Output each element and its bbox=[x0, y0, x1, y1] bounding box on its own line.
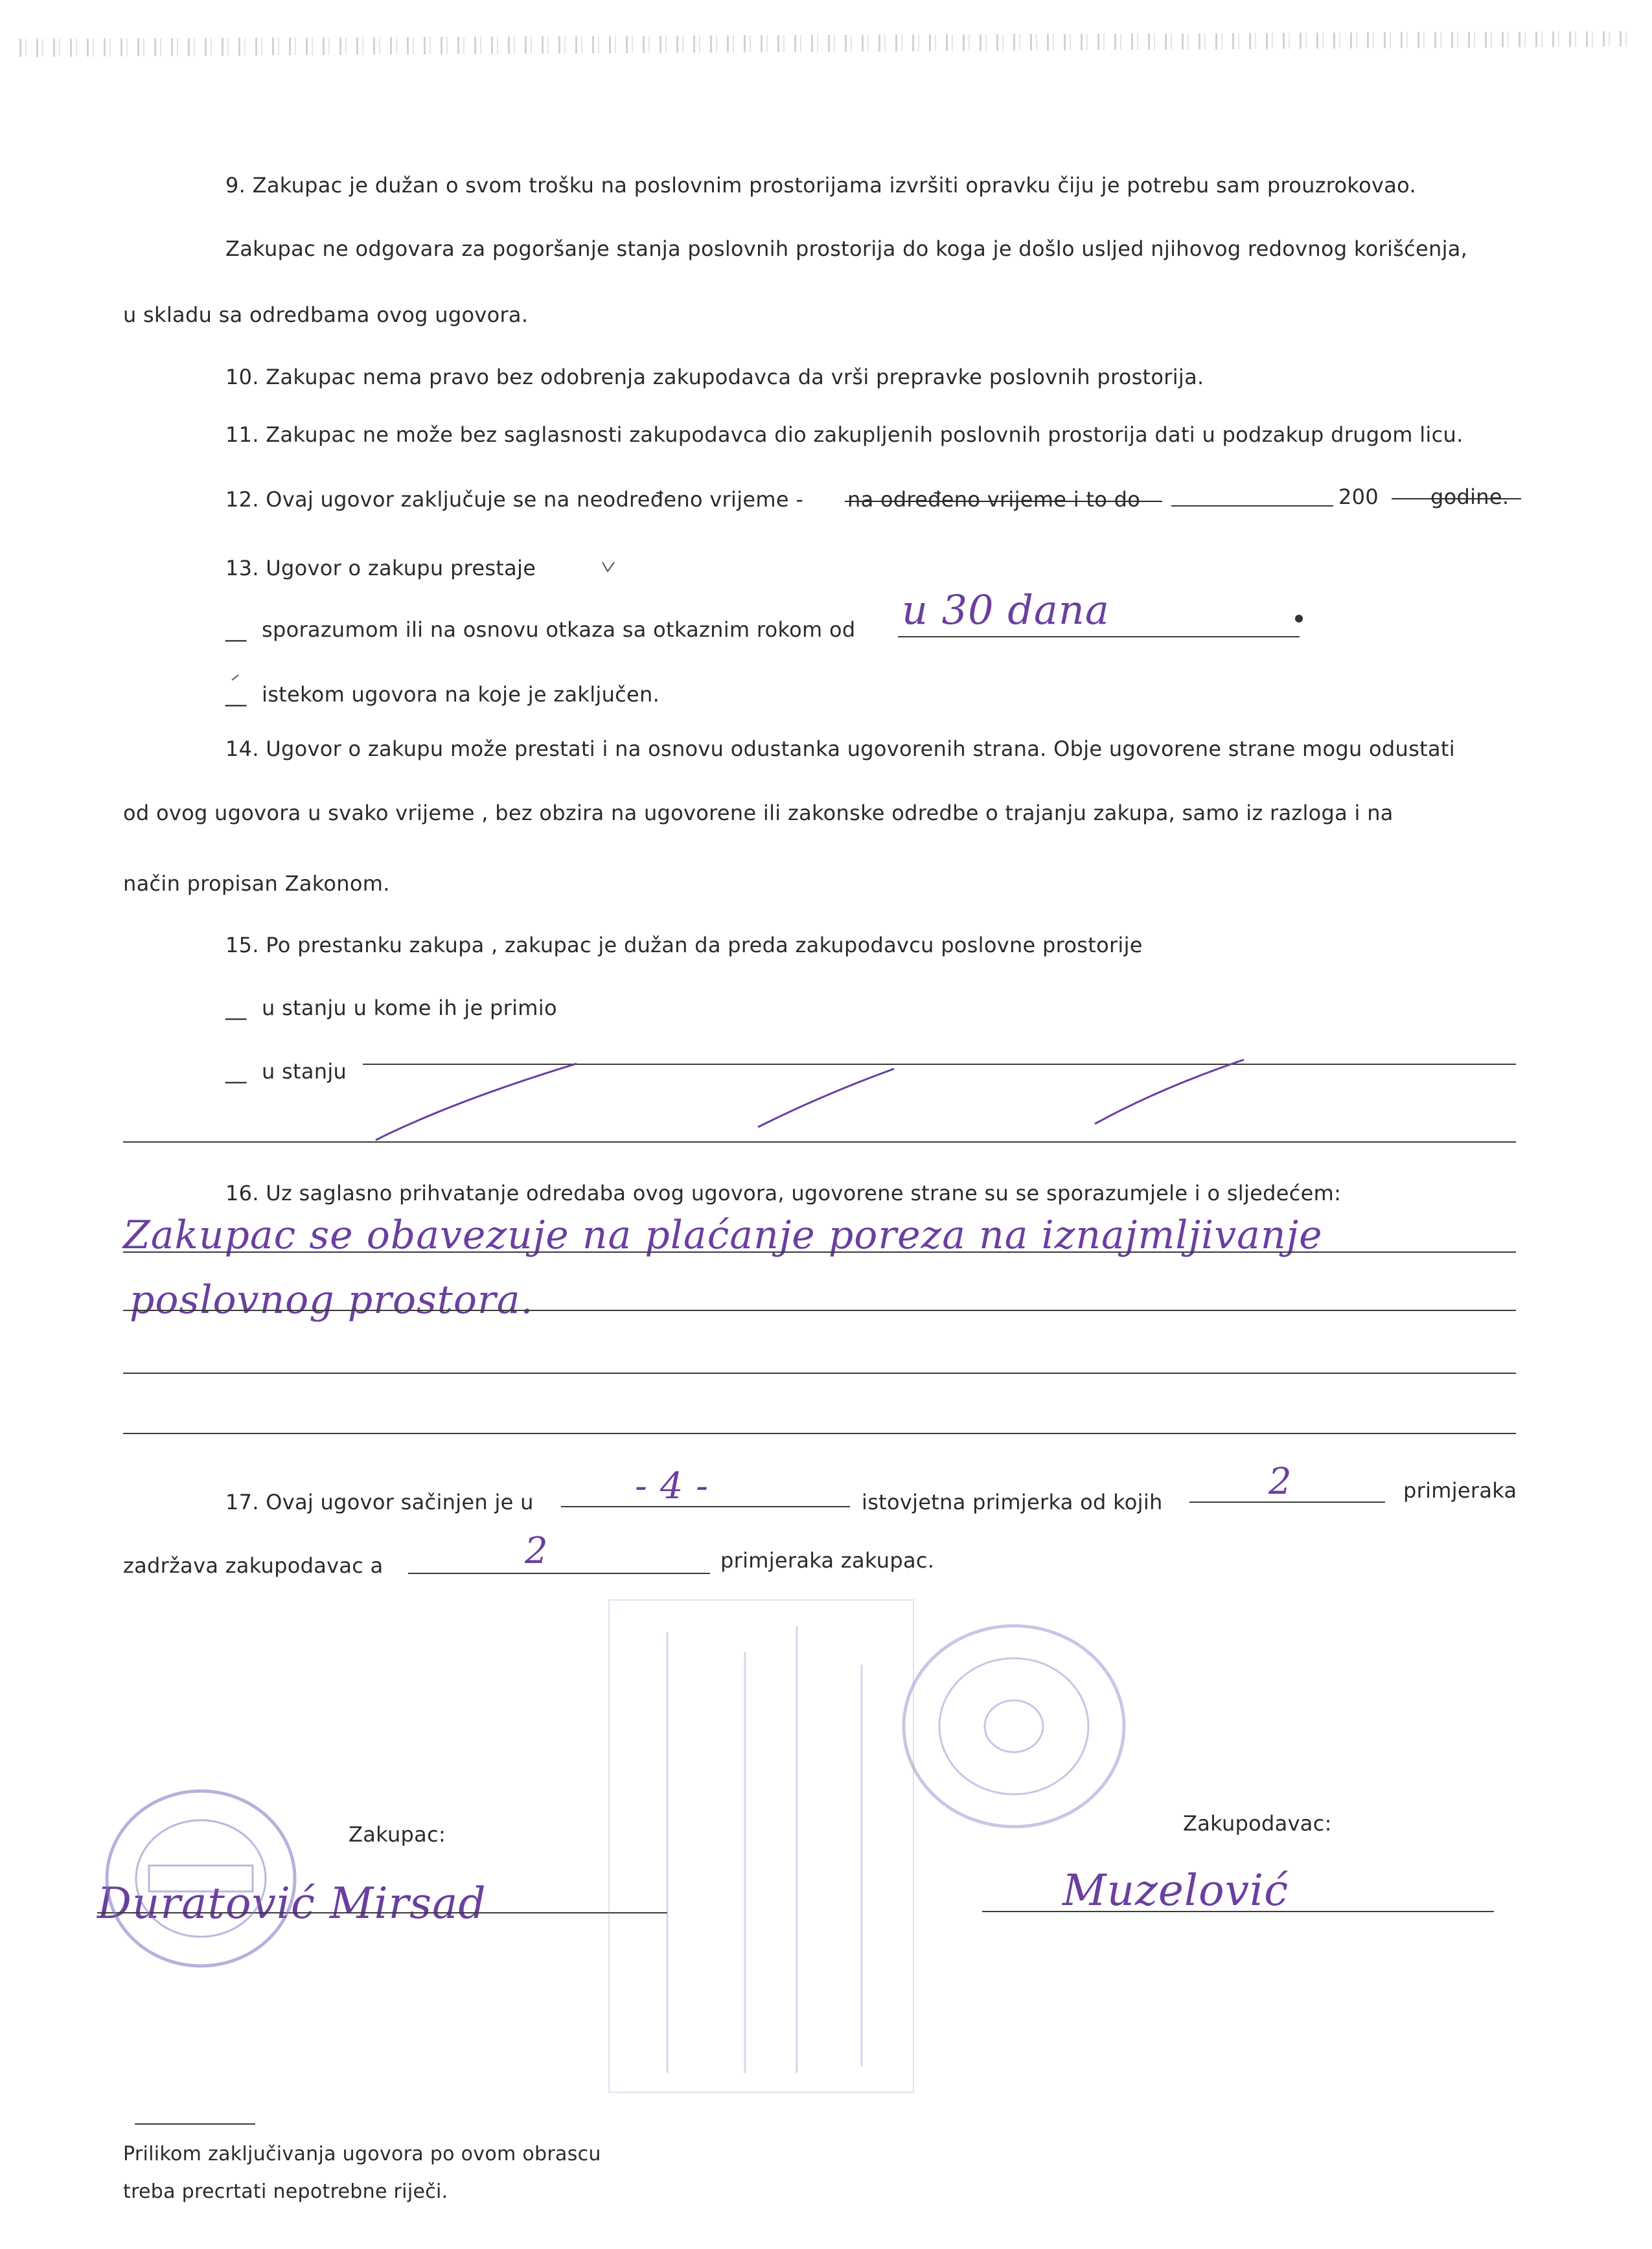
clause-13-option-2-mark: __ bbox=[225, 682, 247, 707]
ink-dot bbox=[1295, 615, 1303, 622]
tenant-signature: Duratović Mirsad bbox=[97, 1878, 487, 1928]
clause-10: 10. Zakupac nema pravo bez odobrenja zakupodavca da vrši prepravke poslovnih prostorija. bbox=[225, 365, 1204, 389]
cancel-stroke-3 bbox=[1095, 1060, 1244, 1124]
tick-mark bbox=[232, 675, 238, 680]
clause-11: 11. Zakupac ne može bez saglasnosti zakupodavca dio zakupljenih poslovnih prostorija dati u podzakup drugom licu. bbox=[225, 422, 1463, 447]
clause-14-line-1: 14. Ugovor o zakupu može prestati i na osnovu odustanka ugovorenih strana. Obje ugovorene strane mogu odustati bbox=[225, 736, 1455, 761]
clause-17-part-a: 17. Ovaj ugovor sačinjen je u bbox=[225, 1490, 534, 1514]
cancel-stroke-1 bbox=[376, 1064, 577, 1140]
clause-12-godine: godine. bbox=[1430, 485, 1509, 509]
footnote-line-1: Prilikom zaključivanja ugovora po ovom obrascu bbox=[123, 2143, 601, 2165]
check-mark bbox=[602, 562, 614, 571]
tenant-label: Zakupac: bbox=[349, 1822, 446, 1847]
clause-12-struck-text: na određeno vrijeme i to do bbox=[847, 487, 1141, 512]
clause-17-part-c: primjeraka bbox=[1403, 1478, 1517, 1503]
handwritten-copies-total: - 4 - bbox=[635, 1465, 709, 1507]
clause-14-line-3: način propisan Zakonom. bbox=[123, 871, 390, 896]
clause-17-part-d: zadržava zakupodavac a bbox=[123, 1553, 384, 1578]
clause-13-option-2: istekom ugovora na koje je zaključen. bbox=[262, 682, 660, 707]
clause-12-prefix: 12. Ovaj ugovor zaključuje se na neodređeno vrijeme - bbox=[225, 487, 804, 512]
handwritten-agreement-line-1: Zakupac se obavezuje na plaćanje poreza na iznajmljivanje bbox=[123, 1213, 1323, 1258]
handwritten-copies-tenant: 2 bbox=[525, 1530, 549, 1572]
clause-13-title: 13. Ugovor o zakupu prestaje bbox=[225, 556, 536, 580]
landlord-label: Zakupodavac: bbox=[1183, 1811, 1332, 1836]
handwritten-agreement-line-2: poslovnog prostora. bbox=[130, 1277, 534, 1323]
handwritten-copies-landlord: 2 bbox=[1268, 1461, 1292, 1503]
clause-16-title: 16. Uz saglasno prihvatanje odredaba ovog ugovora, ugovorene strane su se sporazumjele i o sljedećem: bbox=[225, 1181, 1342, 1205]
handwritten-notice-period: u 30 dana bbox=[902, 586, 1110, 634]
clause-13-option-1-mark: __ bbox=[225, 617, 247, 642]
landlord-signature: Muzelović bbox=[1062, 1866, 1289, 1915]
clause-15-title: 15. Po prestanku zakupa , zakupac je dužan da preda zakupodavcu poslovne prostorije bbox=[225, 933, 1143, 957]
clause-17-part-e: primjeraka zakupac. bbox=[720, 1548, 935, 1573]
clause-9-line-1: 9. Zakupac je dužan o svom trošku na poslovnim prostorijama izvršiti opravku čiju je potrebu sam prouzrokovao. bbox=[225, 173, 1416, 198]
clause-17-part-b: istovjetna primjerka od kojih bbox=[862, 1490, 1163, 1514]
municipal-vertical-stamp bbox=[583, 1574, 933, 2105]
clause-9-line-3: u skladu sa odredbama ovog ugovora. bbox=[123, 303, 529, 327]
clause-14-line-2: od ovog ugovora u svako vrijeme , bez obzira na ugovorene ili zakonske odredbe o trajanju zakupa, samo iz razloga i na bbox=[123, 801, 1394, 825]
clause-15-option-1: u stanju u kome ih je primio bbox=[262, 996, 557, 1020]
cancel-stroke-2 bbox=[758, 1069, 894, 1127]
clause-12-year: 200 bbox=[1338, 485, 1379, 509]
clause-13-option-1: sporazumom ili na osnovu otkaza sa otkaznim rokom od bbox=[262, 617, 856, 642]
clause-15-option-2-mark: __ bbox=[225, 1059, 247, 1084]
footnote-line-2: treba precrtati nepotrebne riječi. bbox=[123, 2180, 448, 2203]
tenant-seal-stamp bbox=[97, 1781, 304, 1976]
clause-15-option-1-mark: __ bbox=[225, 996, 247, 1020]
clause-9-line-2: Zakupac ne odgovara za pogoršanje stanja poslovnih prostorija do koga je došlo usljed njihovog redovnog korišćenja, bbox=[225, 236, 1468, 261]
clause-15-option-2: u stanju bbox=[262, 1059, 347, 1084]
